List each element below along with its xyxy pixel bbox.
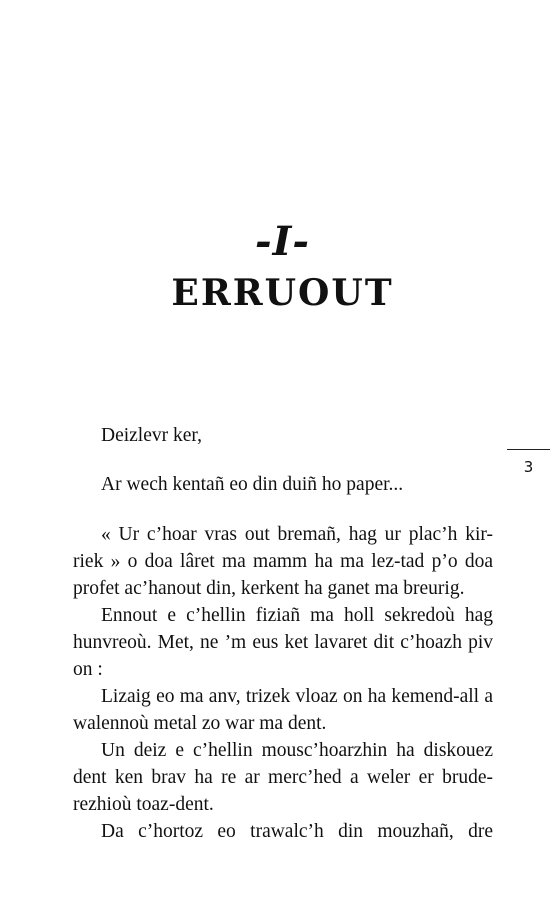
body-paragraph-4: Un deiz e c’hellin mousc’hoarzhin ha diskouez dent ken brav ha re ar merc’hed a weler er brude-rezhioù toaz-dent.	[73, 740, 493, 815]
opening-text: Ar wech kentañ eo din duiñ ho paper...	[101, 474, 404, 495]
chapter-number: -I-	[255, 218, 310, 265]
page-number-rule	[507, 449, 550, 450]
body-paragraph-2: Ennout e c’hellin fiziañ ma holl sekredoù hag hunvreoù. Met, ne ’m eus ket lavaret dit c’hoazh piv on :	[73, 605, 493, 680]
body-paragraph-3: Lizaig eo ma anv, trizek vloaz on ha kemend-all a walennoù metal zo war ma dent.	[73, 686, 493, 734]
body-paragraph-5: Da c’hortoz eo trawalc’h din mouzhañ, dre	[101, 821, 493, 842]
salutation-text: Deizlevr ker,	[101, 425, 202, 446]
letter-salutation	[73, 422, 493, 449]
page-number: 3	[523, 458, 534, 476]
letter-opening	[73, 471, 493, 498]
chapter-title: ERRUOUT	[171, 272, 394, 314]
letter-body	[73, 521, 493, 845]
body-paragraph-1: « Ur c’hoar vras out bremañ, hag ur plac’h kir-riek » o doa lâret ma mamm ha ma lez-tad p’o doa profet ac’hanout din, kerkent ha ganet ma breurig.	[73, 524, 493, 599]
